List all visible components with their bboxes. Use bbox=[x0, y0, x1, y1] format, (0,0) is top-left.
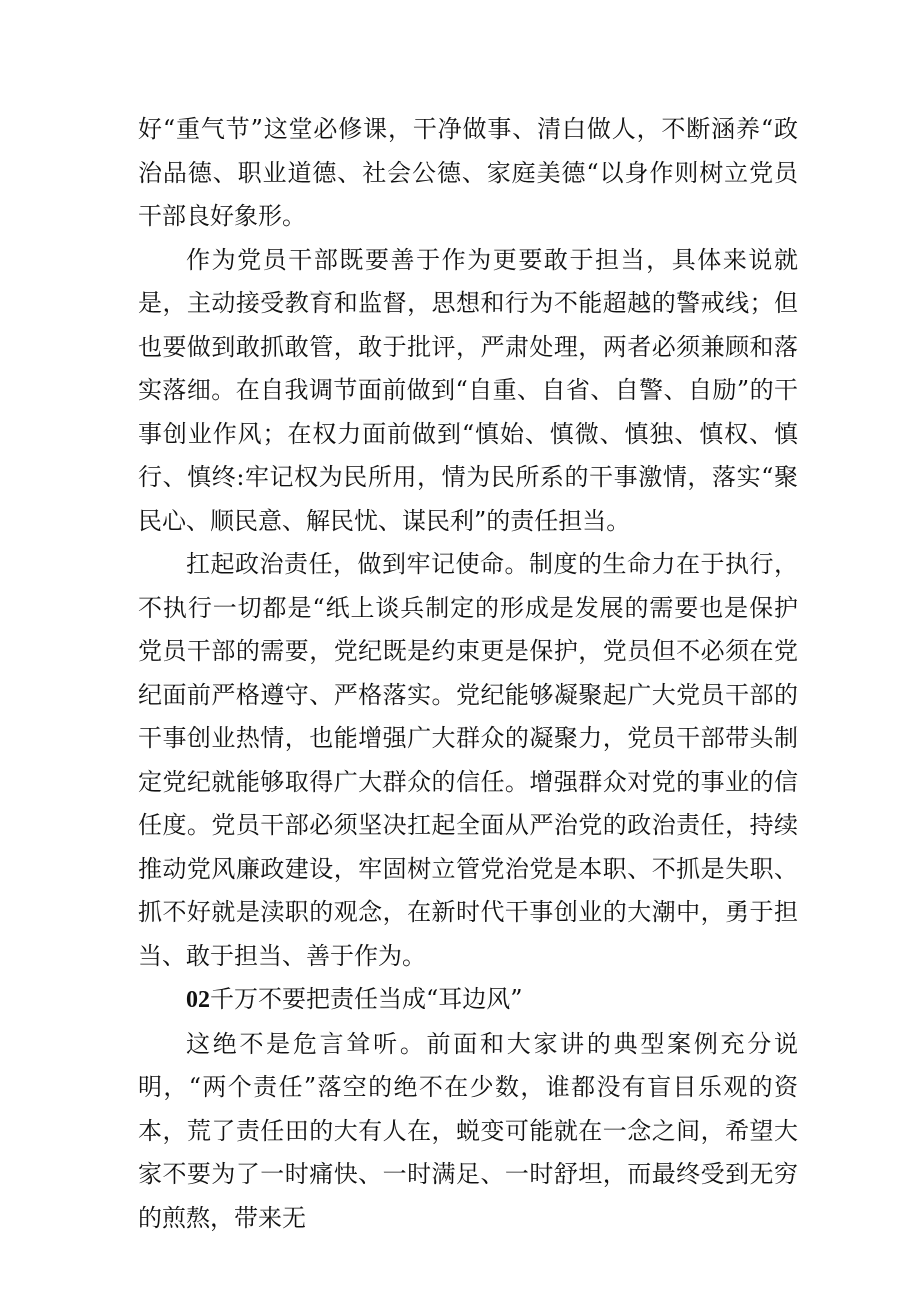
paragraph-continuation: 好“重气节”这堂必修课，干净做事、清白做人，不断涵养“政治品德、职业道德、社会公德、家庭美德“以身作则树立党员干部良好象形。 bbox=[138, 115, 798, 230]
paragraph-political-responsibility: 扛起政治责任，做到牢记使命。制度的生命力在于执行，不执行一切都是“纸上谈兵制定的形成是发展的需要也是保护党员干部的需要，党纪既是约束更是保护，党员但不必须在党纪面前严格遵守、严格落实。党纪能够凝聚起广大党员干部的干事创业热情，也能增强广大群众的凝聚力，党员干部带头制定党纪就能够取得广大群众的信任。增强群众对党的事业的信任度。党员干部必须坚决扛起全面从严治党的政治责任，持续推动党风廉政建设，牢固树立管党治党是本职、不抓是失职、抓不好就是渎职的观念，在新时代干事创业的大潮中，勇于担当、敢于担当、善于作为。 bbox=[138, 550, 798, 970]
section-heading bbox=[138, 978, 798, 1023]
document-body bbox=[138, 108, 798, 1240]
section-title: 千万不要把责任当成“耳边风” bbox=[210, 985, 523, 1013]
section-number: 02 bbox=[186, 987, 210, 1013]
paragraph-party-cadre-duty: 作为党员干部既要善于作为更要敢于担当，具体来说就是，主动接受教育和监督，思想和行为不能超越的警戒线；但也要做到敢抓敢管，敢于批评，严肃处理，两者必须兼顾和落实落细。在自我调节面前做到“自重、自省、自警、自励”的干事创业作风；在权力面前做到“慎始、慎微、慎独、慎权、慎行、慎终:牢记权为民所用，情为民所系的干事激情，落实“聚民心、顺民意、解民忧、谋民利”的责任担当。 bbox=[138, 245, 798, 535]
paragraph-warning: 这绝不是危言耸听。前面和大家讲的典型案例充分说明，“两个责任”落空的绝不在少数，谁都没有盲目乐观的资本，荒了责任田的大有人在，蜕变可能就在一念之间，希望大家不要为了一时痛快、一时满足、一时舒坦，而最终受到无穷的煎熬，带来无 bbox=[138, 1029, 798, 1232]
